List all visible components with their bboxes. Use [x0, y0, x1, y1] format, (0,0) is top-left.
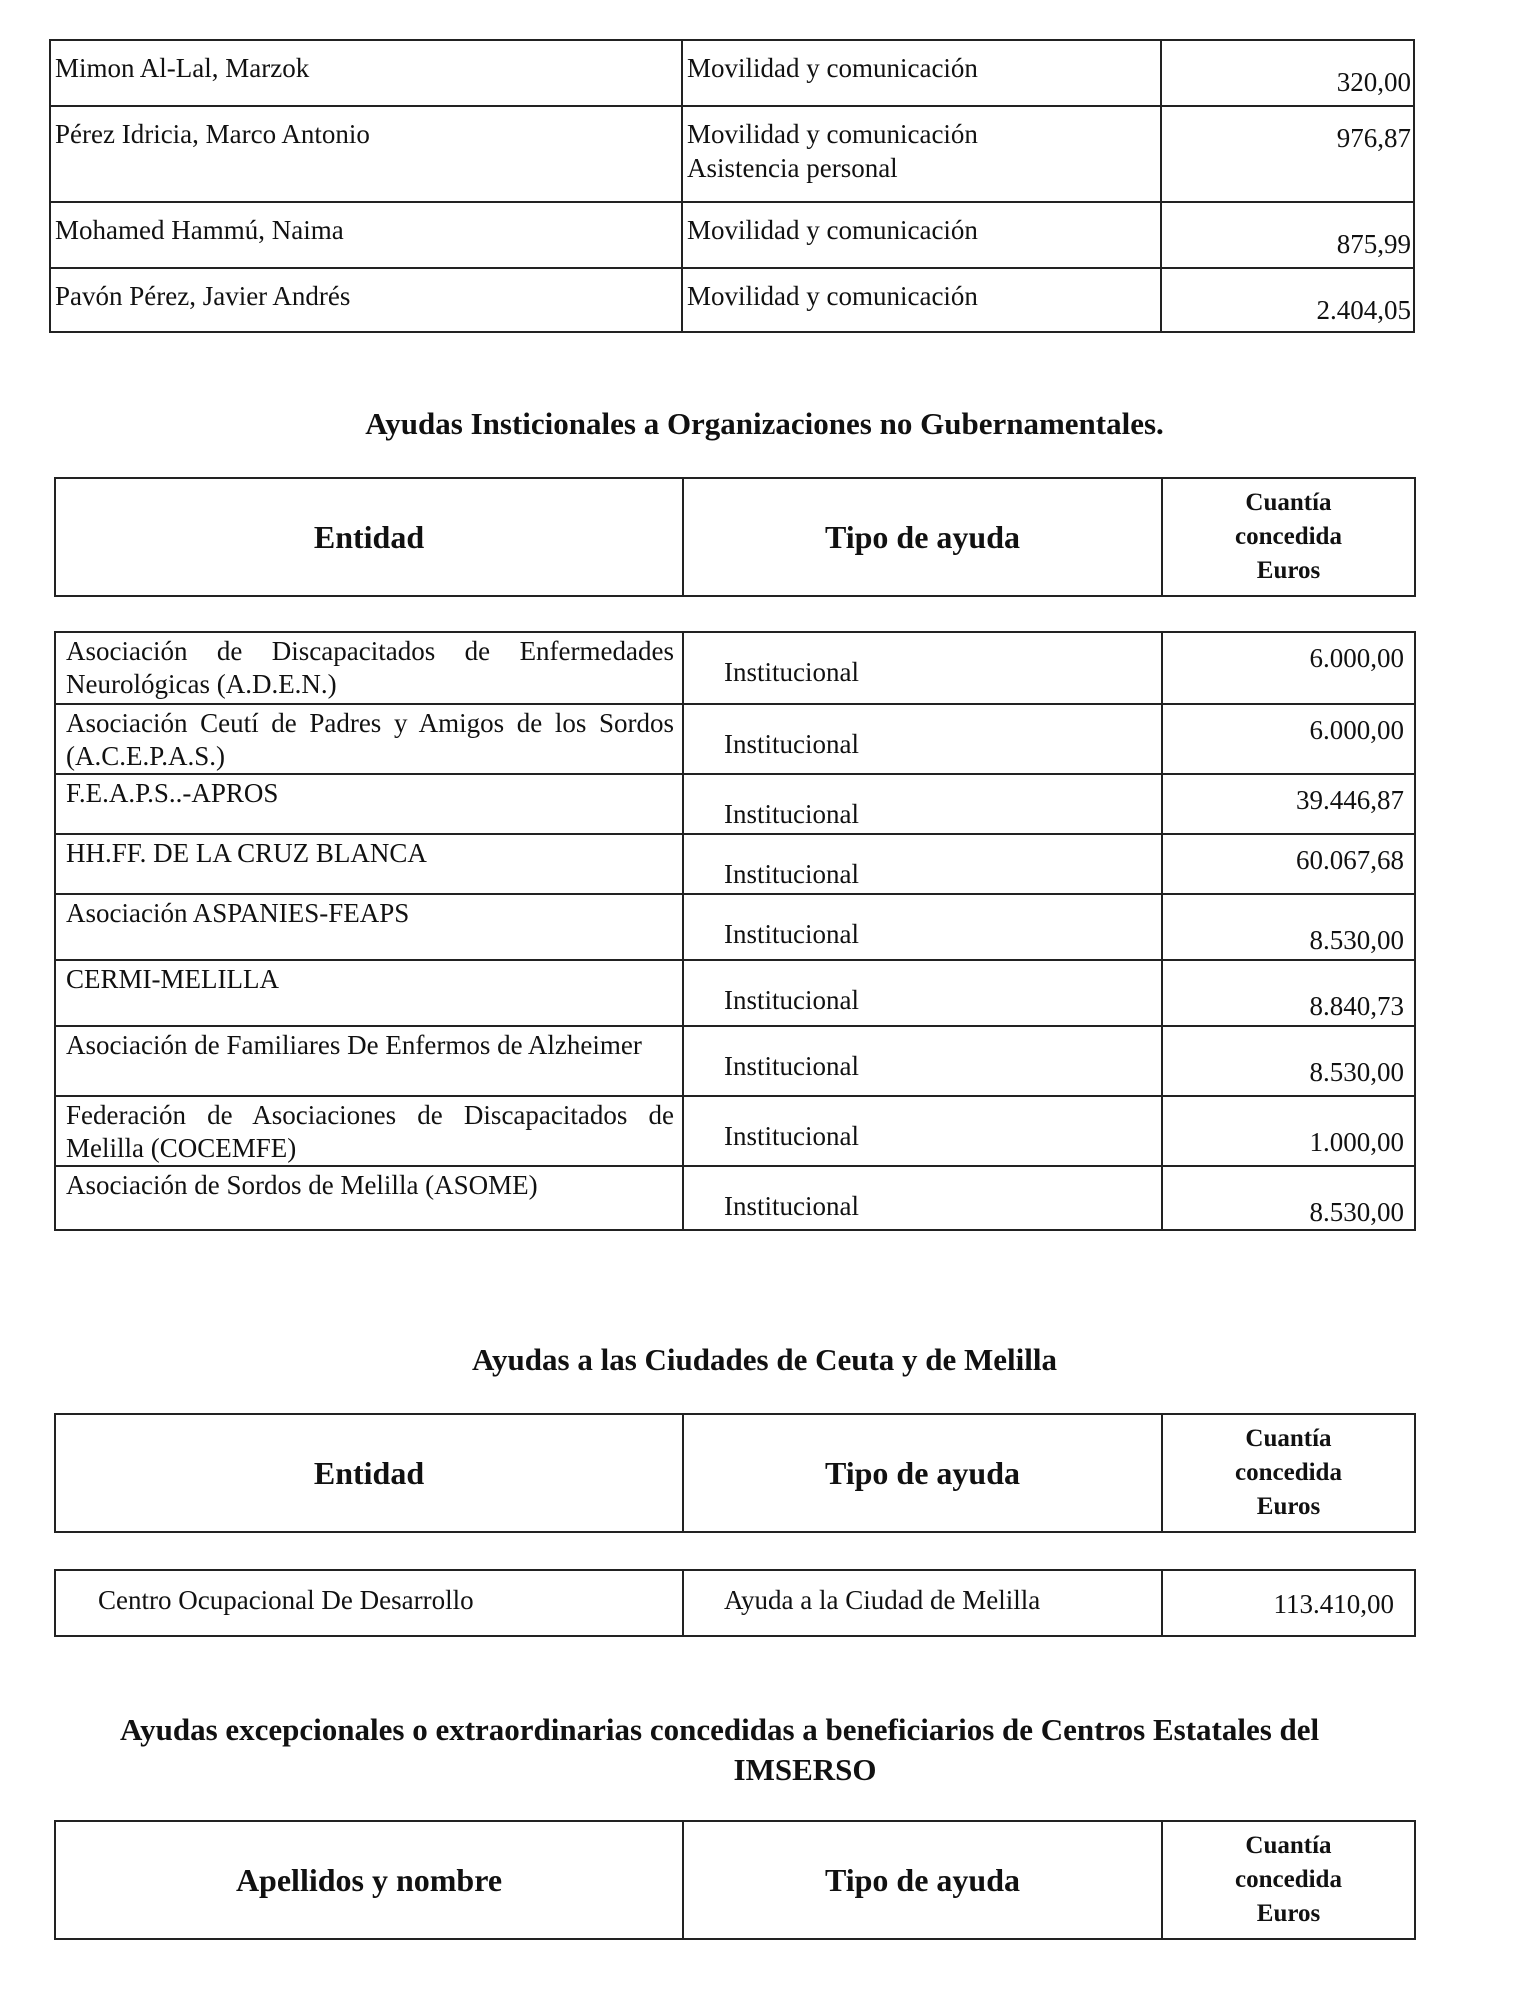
beneficiary-name: Mimon Al-Lal, Marzok — [50, 40, 682, 106]
imserso-header-table — [54, 1820, 1416, 1940]
aid-type — [682, 268, 1161, 332]
aid-type: Institucional — [683, 1096, 1162, 1166]
aid-type-line: Movilidad y comunicación — [687, 53, 978, 83]
beneficiary-name: Pavón Pérez, Javier Andrés — [50, 268, 682, 332]
table-row — [55, 704, 1415, 774]
amount: 39.446,87 — [1162, 774, 1415, 834]
amount: 2.404,05 — [1161, 268, 1414, 332]
amount: 113.410,00 — [1162, 1570, 1415, 1636]
entity-name: Asociación Ceutí de Padres y Amigos de los Sordos (A.C.E.P.A.S.) — [55, 704, 683, 774]
aid-type: Institucional — [683, 1026, 1162, 1096]
header-line: concedida — [1235, 523, 1342, 550]
title-line: IMSERSO — [733, 1752, 877, 1787]
aid-type: Institucional — [683, 1166, 1162, 1230]
amount: 6.000,00 — [1162, 704, 1415, 774]
entity-name: F.E.A.P.S..-APROS — [55, 774, 683, 834]
table-row — [55, 632, 1415, 704]
header-line: Cuantía — [1245, 1832, 1332, 1859]
amount: 875,99 — [1161, 202, 1414, 268]
aid-type: Institucional — [683, 894, 1162, 960]
aid-type: Institucional — [683, 960, 1162, 1026]
column-header-entidad: Entidad — [55, 1414, 683, 1532]
column-header-tipo: Tipo de ayuda — [683, 1821, 1162, 1939]
title-line: Ayudas excepcionales o extraordinarias concedidas a beneficiarios de Centros Estatales del — [120, 1712, 1320, 1747]
table-row — [55, 960, 1415, 1026]
entity-name: Federación de Asociaciones de Discapacitados de Melilla (COCEMFE) — [55, 1096, 683, 1166]
table-row — [55, 1166, 1415, 1230]
ngo-table — [54, 631, 1416, 1231]
header-line: concedida — [1235, 1459, 1342, 1486]
aid-type — [682, 106, 1161, 202]
column-header-tipo: Tipo de ayuda — [683, 478, 1162, 596]
top-beneficiaries-table — [49, 39, 1415, 333]
table-row — [50, 202, 1414, 268]
aid-type: Institucional — [683, 704, 1162, 774]
amount: 6.000,00 — [1162, 632, 1415, 704]
table-row — [55, 1570, 1415, 1636]
aid-type: Institucional — [683, 632, 1162, 704]
section-title-ciudades: Ayudas a las Ciudades de Ceuta y de Melilla — [471, 1342, 1058, 1377]
aid-type: Institucional — [683, 774, 1162, 834]
entity-name: Asociación de Sordos de Melilla (ASOME) — [55, 1166, 683, 1230]
table-row — [55, 1026, 1415, 1096]
amount: 1.000,00 — [1162, 1096, 1415, 1166]
beneficiary-name: Pérez Idricia, Marco Antonio — [50, 106, 682, 202]
aid-type-line: Movilidad y comunicación — [687, 119, 978, 149]
entity-name: HH.FF. DE LA CRUZ BLANCA — [55, 834, 683, 894]
amount: 8.840,73 — [1162, 960, 1415, 1026]
entity-name: Asociación de Familiares De Enfermos de Alzheimer — [55, 1026, 683, 1096]
header-line: Cuantía — [1245, 1425, 1332, 1452]
entity-name: Asociación ASPANIES-FEAPS — [55, 894, 683, 960]
aid-type-line: Asistencia personal — [687, 153, 898, 183]
aid-type-line: Movilidad y comunicación — [687, 281, 978, 311]
amount: 8.530,00 — [1162, 1166, 1415, 1230]
table-row — [55, 834, 1415, 894]
header-line: concedida — [1235, 1866, 1342, 1893]
amount: 8.530,00 — [1162, 1026, 1415, 1096]
entity-name: Asociación de Discapacitados de Enfermedades Neurológicas (A.D.E.N.) — [55, 632, 683, 704]
column-header-apellidos: Apellidos y nombre — [55, 1821, 683, 1939]
ngo-header-table — [54, 477, 1416, 597]
header-line: Cuantía — [1245, 489, 1332, 516]
amount: 320,00 — [1161, 40, 1414, 106]
aid-type-line: Movilidad y comunicación — [687, 215, 978, 245]
ciudades-header-table — [54, 1413, 1416, 1533]
column-header-cuantia — [1162, 478, 1415, 596]
aid-type — [682, 202, 1161, 268]
entity-name: CERMI-MELILLA — [55, 960, 683, 1026]
section-title-imserso — [120, 1710, 1520, 1790]
beneficiary-name: Mohamed Hammú, Naima — [50, 202, 682, 268]
column-header-tipo: Tipo de ayuda — [683, 1414, 1162, 1532]
ciudades-table — [54, 1569, 1416, 1637]
header-line: Euros — [1256, 1493, 1321, 1520]
column-header-cuantia — [1162, 1414, 1415, 1532]
aid-type — [682, 40, 1161, 106]
amount: 60.067,68 — [1162, 834, 1415, 894]
aid-type: Ayuda a la Ciudad de Melilla — [683, 1570, 1162, 1636]
header-line: Euros — [1256, 1900, 1321, 1927]
table-row — [50, 106, 1414, 202]
column-header-entidad: Entidad — [55, 478, 683, 596]
table-row — [55, 774, 1415, 834]
section-title-ngo: Ayudas Insticionales a Organizaciones no Gubernamentales. — [365, 406, 1164, 441]
header-line: Euros — [1256, 557, 1321, 584]
amount: 976,87 — [1161, 106, 1414, 202]
table-row — [50, 268, 1414, 332]
aid-type: Institucional — [683, 834, 1162, 894]
entity-name: Centro Ocupacional De Desarrollo — [55, 1570, 683, 1636]
table-row — [55, 894, 1415, 960]
amount: 8.530,00 — [1162, 894, 1415, 960]
column-header-cuantia — [1162, 1821, 1415, 1939]
table-row — [50, 40, 1414, 106]
table-row — [55, 1096, 1415, 1166]
